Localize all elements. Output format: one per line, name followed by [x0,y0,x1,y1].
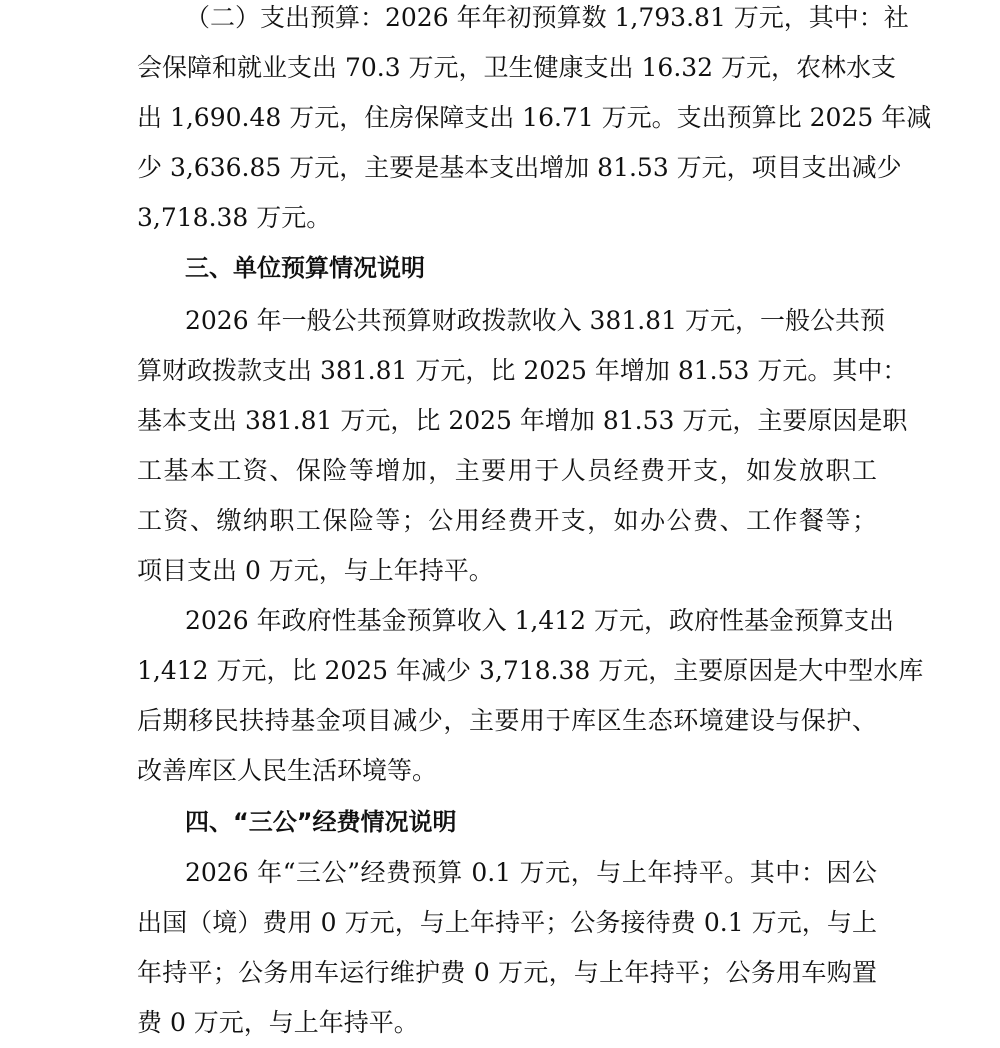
paragraph-line [0,646,1000,696]
line-text: 算财政拨款支出 381.81 万元，比 2025 年增加 81.53 万元。其中： [137,356,908,385]
paragraph-line [0,596,1000,646]
heading-text: 三、单位预算情况说明 [185,254,425,282]
line-text: 工资、缴纳职工保险等；公用经费开支，如办公费、工作餐等； [137,506,877,535]
section-heading [0,243,1000,293]
paragraph-line [0,446,1000,496]
line-text: 年持平；公务用车运行维护费 0 万元，与上年持平；公务用车购置 [137,958,877,987]
line-text: 2026 年“三公”经费预算 0.1 万元，与上年持平。其中：因公 [185,858,877,887]
line-text: 基本支出 381.81 万元，比 2025 年增加 81.53 万元，主要原因是职 [137,406,908,435]
line-text: 会保障和就业支出 70.3 万元，卫生健康支出 16.32 万元，农林水支 [137,53,897,82]
paragraph-line [0,296,1000,346]
line-text: 3,718.38 万元。 [137,203,332,232]
paragraph-line [0,998,1000,1048]
line-text: （二）支出预算：2026 年年初预算数 1,793.81 万元，其中：社 [185,3,909,32]
paragraph-line [0,746,1000,796]
line-text: 出 1,690.48 万元，住房保障支出 16.71 万元。支出预算比 2025 年减 [137,103,932,132]
paragraph-line [0,948,1000,998]
paragraph-line [0,43,1000,93]
line-text: 改善库区人民生活环境等。 [137,756,438,785]
paragraph-line [0,0,1000,43]
section-heading [0,797,1000,847]
line-text: 2026 年政府性基金预算收入 1,412 万元，政府性基金预算支出 [185,606,895,635]
line-text: 费 0 万元，与上年持平。 [137,1008,419,1037]
line-text: 1,412 万元，比 2025 年减少 3,718.38 万元，主要原因是大中型水库 [137,656,924,685]
heading-text: 四、“三公”经费情况说明 [185,808,457,836]
line-text: 出国（境）费用 0 万元，与上年持平；公务接待费 0.1 万元，与上 [137,908,877,937]
paragraph-line [0,346,1000,396]
paragraph-line [0,898,1000,948]
paragraph-line [0,496,1000,546]
paragraph-line [0,93,1000,143]
line-text: 后期移民扶持基金项目减少，主要用于库区生态环境建设与保护、 [137,706,877,735]
paragraph-line [0,396,1000,446]
paragraph-line [0,696,1000,746]
line-text: 工基本工资、保险等增加，主要用于人员经费开支，如发放职工 [137,456,877,485]
line-text: 少 3,636.85 万元，主要是基本支出增加 81.53 万元，项目支出减少 [137,153,902,182]
line-text: 2026 年一般公共预算财政拨款收入 381.81 万元，一般公共预 [185,306,885,335]
line-text: 项目支出 0 万元，与上年持平。 [137,556,494,585]
paragraph-line [0,193,1000,243]
paragraph-line [0,848,1000,898]
paragraph-line [0,143,1000,193]
paragraph-line [0,546,1000,596]
